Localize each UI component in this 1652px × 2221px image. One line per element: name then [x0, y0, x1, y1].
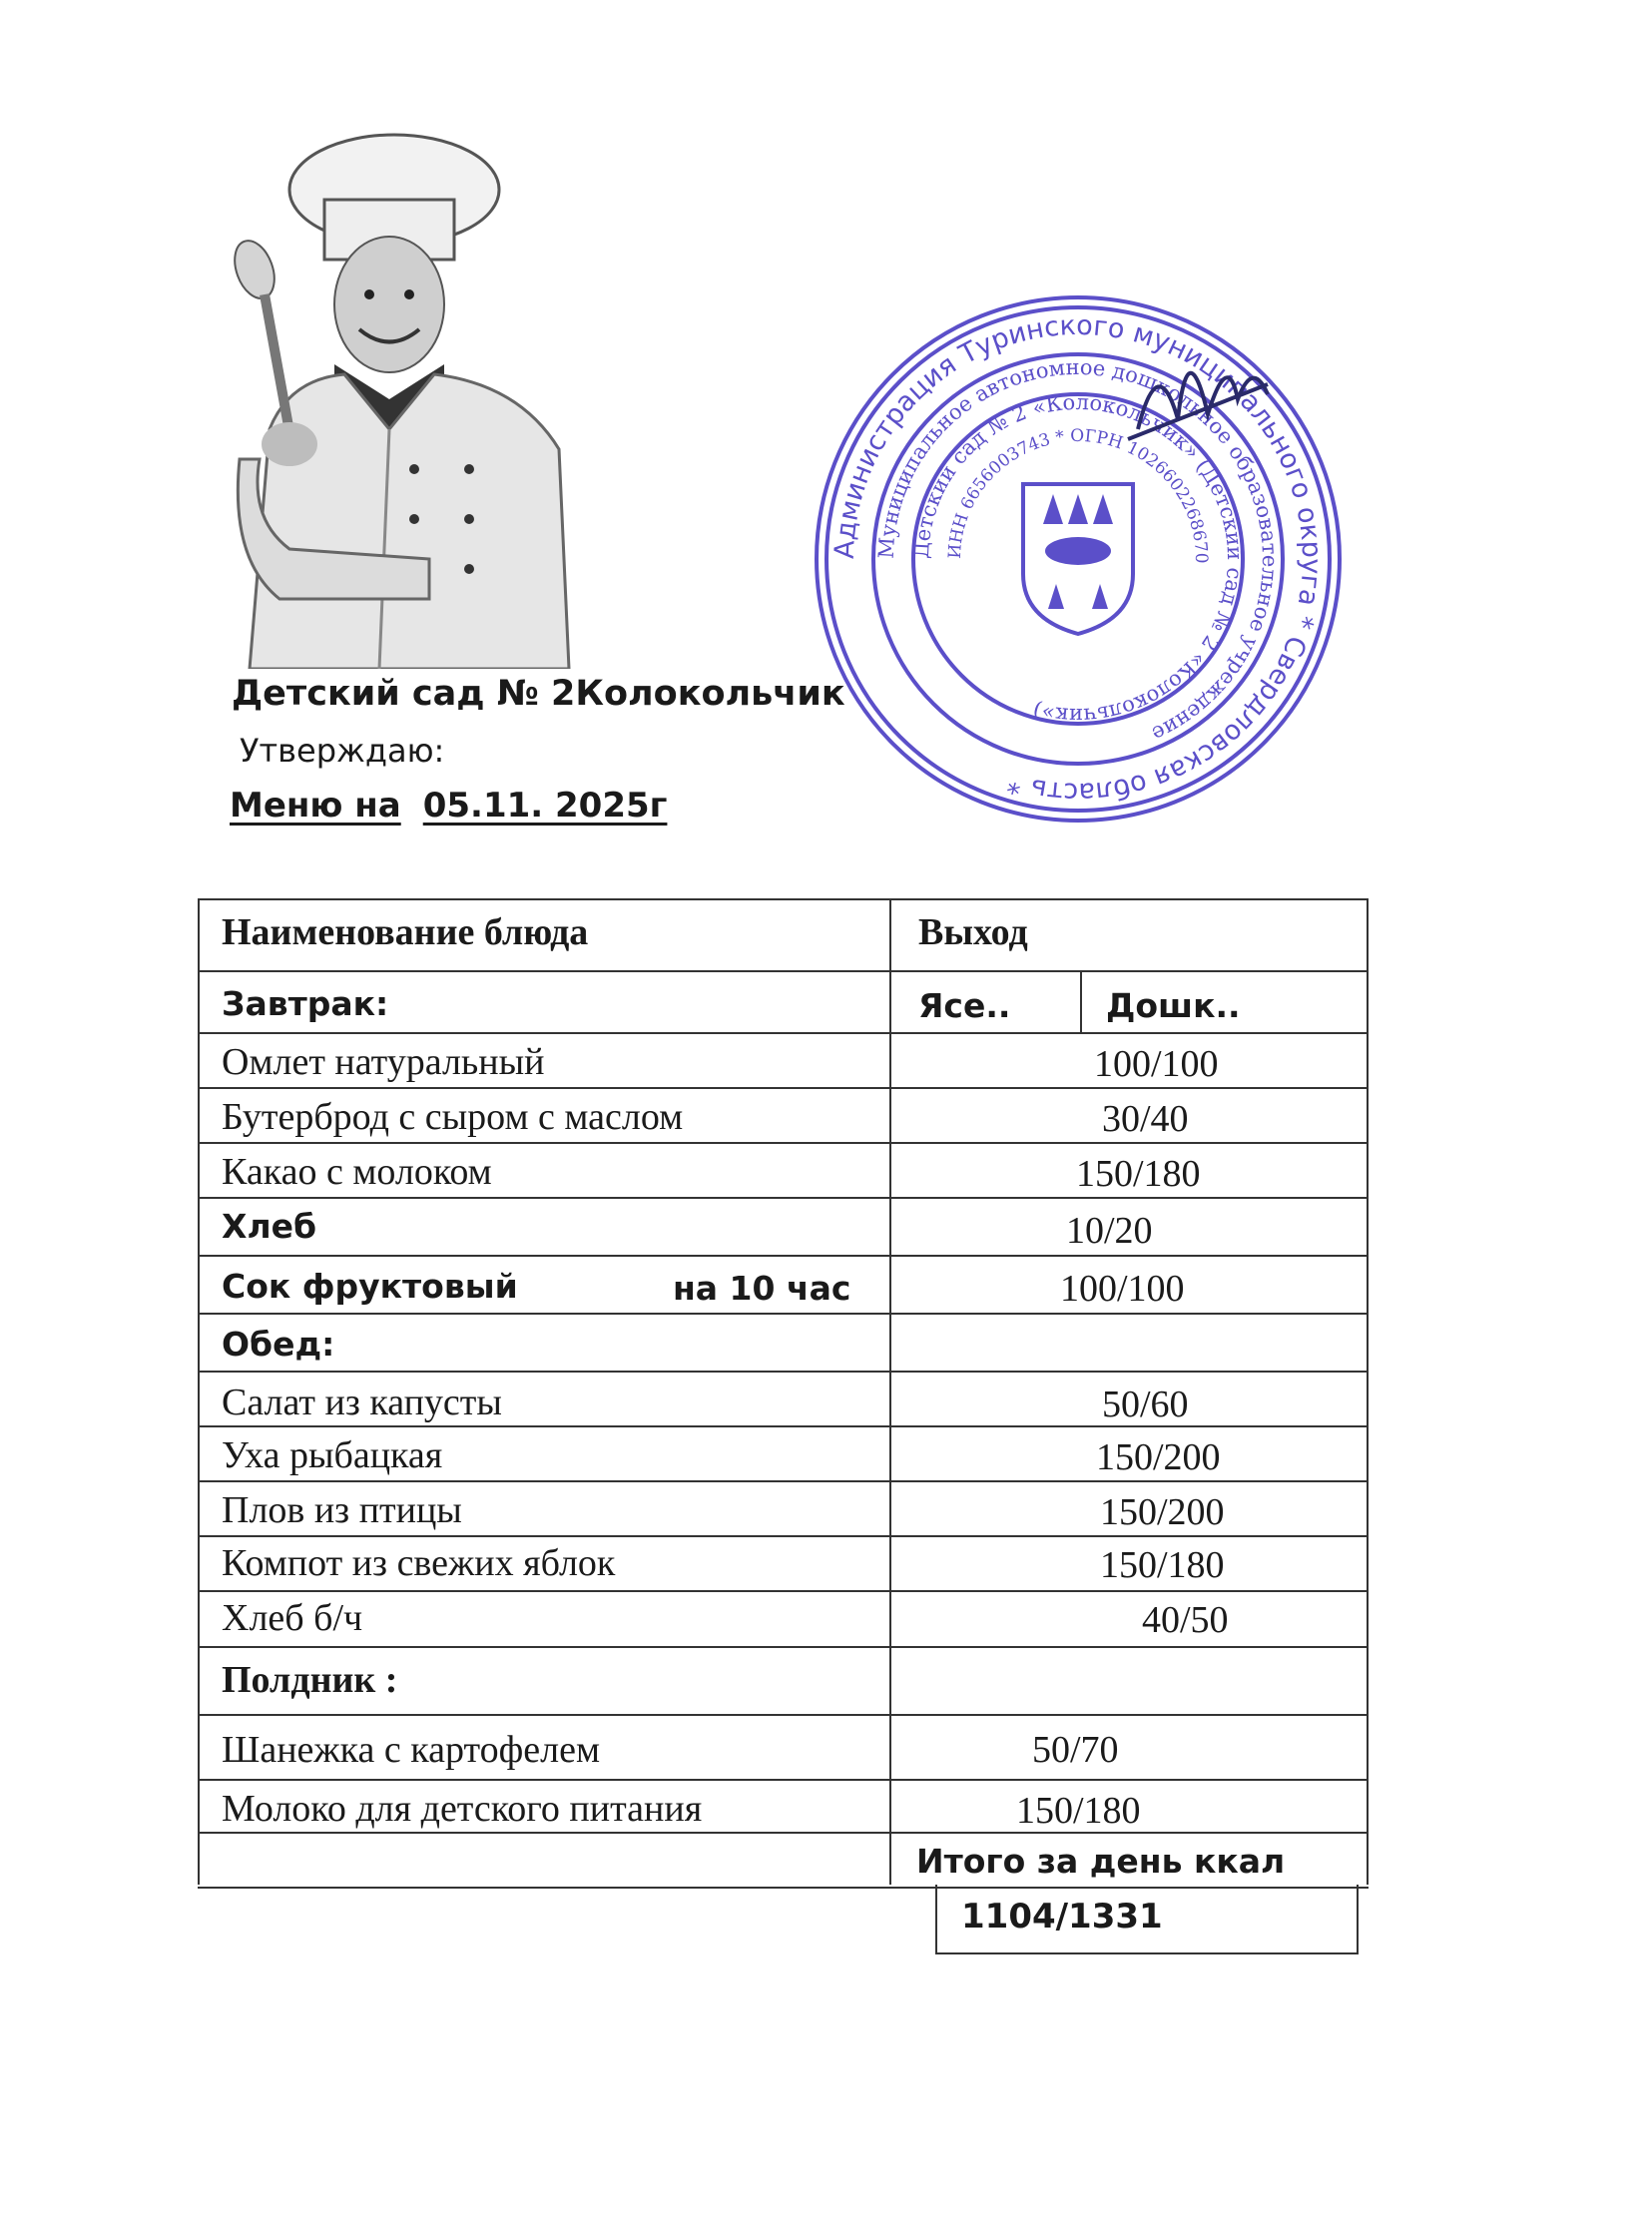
section-snack	[198, 1646, 1369, 1716]
column-dish-name: Наименование блюда	[222, 911, 589, 953]
dish-name: Бутерброд с сыром с маслом	[222, 1096, 684, 1138]
dish-name: Какао с молоком	[222, 1151, 492, 1193]
chef-illustration	[230, 130, 589, 669]
table-row	[198, 1255, 1369, 1315]
dish-name: Хлеб б/ч	[222, 1597, 363, 1639]
table-total-row	[198, 1832, 1369, 1889]
total-value: 1104/1331	[961, 1897, 1163, 1937]
approval-label: Утверждаю:	[240, 732, 445, 770]
table-row	[198, 1371, 1369, 1427]
kindergarten-name: Детский сад № 2Колокольчик	[232, 674, 845, 714]
dish-output: 150/200	[1100, 1491, 1225, 1533]
table-row	[198, 1032, 1369, 1089]
section-lunch-label: Обед:	[222, 1325, 335, 1364]
dish-note: на 10 час	[673, 1269, 851, 1308]
total-value-box	[935, 1885, 1359, 1954]
dish-output: 100/100	[1060, 1268, 1185, 1310]
dish-name: Уха рыбацкая	[222, 1434, 443, 1476]
subcol-preschool: Дошк..	[1106, 986, 1241, 1025]
table-row	[198, 1590, 1369, 1648]
dish-output: 150/180	[1016, 1790, 1141, 1832]
stamp-middle-text: Муниципальное автономное дошкольное образовательное учреждение	[873, 354, 1283, 747]
official-stamp	[799, 289, 1358, 829]
dish-output: 150/180	[1076, 1153, 1201, 1195]
column-output: Выход	[918, 911, 1028, 953]
table-row	[198, 1480, 1369, 1537]
dish-output: 150/180	[1100, 1544, 1225, 1586]
dish-name: Сок фруктовый	[222, 1267, 518, 1306]
menu-table	[198, 898, 1369, 1885]
dish-name: Плов из птицы	[222, 1489, 462, 1531]
subcol-nursery: Ясе..	[918, 986, 1011, 1025]
dish-name: Салат из капусты	[222, 1382, 502, 1423]
section-lunch	[198, 1313, 1369, 1373]
dish-output: 100/100	[1094, 1043, 1219, 1085]
dish-name: Молоко для детского питания	[222, 1788, 703, 1830]
table-row	[198, 1779, 1369, 1834]
menu-title	[230, 786, 667, 826]
coat-of-arms-icon	[1023, 484, 1133, 634]
dish-name: Хлеб	[222, 1207, 317, 1246]
dish-output: 40/50	[1142, 1599, 1229, 1641]
table-row	[198, 1087, 1369, 1144]
table-row	[198, 1535, 1369, 1592]
dish-name: Омлет натуральный	[222, 1041, 545, 1083]
dish-output: 10/20	[1066, 1210, 1153, 1252]
section-snack-label: Полдник :	[222, 1659, 398, 1701]
dish-output: 30/40	[1102, 1098, 1189, 1140]
dish-name: Компот из свежих яблок	[222, 1542, 616, 1584]
stamp-outer-text: Администрация Туринского муниципального округа * Свердловская область *	[828, 309, 1328, 809]
table-row	[198, 1142, 1369, 1199]
menu-date: 05.11. 2025г	[422, 786, 668, 826]
dish-output: 50/60	[1102, 1384, 1189, 1425]
menu-label: Меню на	[230, 786, 401, 826]
total-label: Итого за день ккал	[916, 1842, 1286, 1881]
section-breakfast-label: Завтрак:	[222, 984, 389, 1023]
table-row	[198, 1714, 1369, 1781]
dish-output: 50/70	[1032, 1729, 1119, 1771]
section-breakfast	[198, 970, 1369, 1034]
stamp-inner-text: Детский сад № 2 «Колокольчик» (Детский сад № 2 «Колокольчик»)	[908, 389, 1248, 729]
table-row	[198, 1425, 1369, 1482]
stamp-ids-text: ИНН 6656003743 * ОГРН 1026602268670	[944, 425, 1212, 564]
table-row	[198, 1197, 1369, 1257]
dish-output: 150/200	[1096, 1436, 1221, 1478]
table-header-row	[198, 898, 1369, 972]
dish-name: Шанежка с картофелем	[222, 1729, 600, 1771]
